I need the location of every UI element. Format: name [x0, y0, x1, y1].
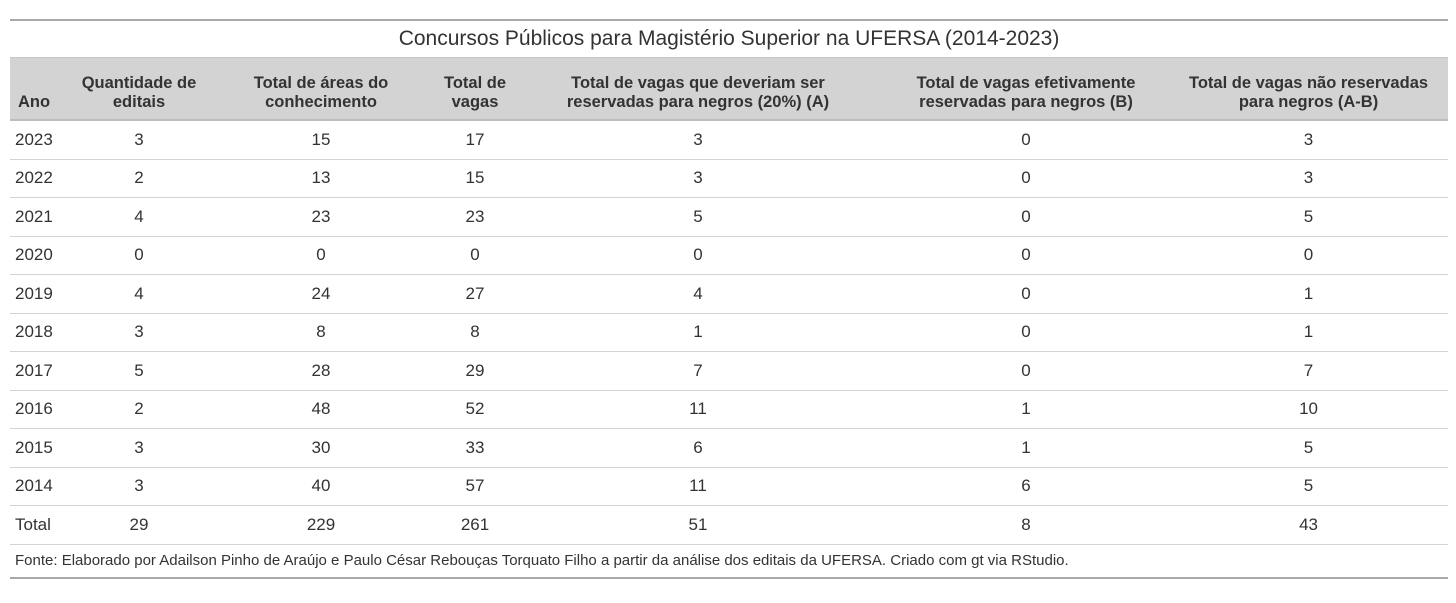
table-footer	[10, 544, 1448, 578]
cell-ab: 3	[1169, 120, 1448, 159]
cell-b: 0	[883, 236, 1169, 275]
cell-vagas: 0	[437, 236, 513, 275]
column-header-row	[10, 58, 1448, 121]
cell-areas: 48	[205, 390, 437, 429]
cell-vagas: 8	[437, 313, 513, 352]
column-header-line: Total de	[443, 74, 507, 92]
cell-vagas: 33	[437, 429, 513, 468]
cell-editais: 4	[73, 275, 205, 314]
cell-a: 3	[513, 159, 883, 198]
cell-ano: 2014	[10, 467, 73, 506]
cell-vagas: 27	[437, 275, 513, 314]
cell-a: 11	[513, 467, 883, 506]
cell-ano: 2018	[10, 313, 73, 352]
column-header-line: vagas	[451, 93, 499, 111]
column-header-line: Total de vagas não reservadas	[1188, 74, 1429, 92]
table-row	[10, 313, 1448, 352]
table-body	[10, 120, 1448, 544]
table-row	[10, 159, 1448, 198]
cell-editais: 3	[73, 120, 205, 159]
table-row	[10, 120, 1448, 159]
column-header-ano	[10, 58, 73, 121]
column-header-line: conhecimento	[265, 93, 377, 111]
table-row	[10, 467, 1448, 506]
cell-ab: 3	[1169, 159, 1448, 198]
column-header-a	[513, 58, 883, 121]
cell-ab: 43	[1169, 506, 1448, 545]
cell-editais: 4	[73, 198, 205, 237]
cell-editais: 2	[73, 159, 205, 198]
table-row	[10, 390, 1448, 429]
cell-editais: 3	[73, 467, 205, 506]
column-header-line: para negros (A-B)	[1238, 93, 1379, 111]
source-footnote: Fonte: Elaborado por Adailson Pinho de Araújo e Paulo César Rebouças Torquato Filho a partir da análise dos editais da UFERSA. Criado com gt via RStudio.	[10, 544, 1448, 578]
cell-areas: 28	[205, 352, 437, 391]
table-row	[10, 352, 1448, 391]
column-header-line: editais	[112, 93, 166, 111]
cell-b: 0	[883, 159, 1169, 198]
column-header-b	[883, 58, 1169, 121]
cell-b: 6	[883, 467, 1169, 506]
cell-areas: 0	[205, 236, 437, 275]
cell-ab: 5	[1169, 198, 1448, 237]
cell-ano: 2023	[10, 120, 73, 159]
cell-areas: 13	[205, 159, 437, 198]
column-header-line: Total de áreas do	[253, 74, 389, 92]
cell-areas: 8	[205, 313, 437, 352]
table-row	[10, 198, 1448, 237]
cell-ab: 7	[1169, 352, 1448, 391]
cell-vagas: 261	[437, 506, 513, 545]
table-head	[10, 20, 1448, 120]
cell-vagas: 17	[437, 120, 513, 159]
column-header-areas	[205, 58, 437, 121]
column-header-line: Total de vagas efetivamente	[916, 74, 1136, 92]
cell-a: 6	[513, 429, 883, 468]
table-row	[10, 236, 1448, 275]
cell-editais: 3	[73, 429, 205, 468]
cell-ano: 2020	[10, 236, 73, 275]
cell-areas: 40	[205, 467, 437, 506]
cell-a: 3	[513, 120, 883, 159]
cell-ab: 1	[1169, 313, 1448, 352]
cell-ano: 2022	[10, 159, 73, 198]
cell-vagas: 15	[437, 159, 513, 198]
cell-areas: 229	[205, 506, 437, 545]
cell-ano: 2016	[10, 390, 73, 429]
cell-ab: 5	[1169, 429, 1448, 468]
cell-b: 0	[883, 313, 1169, 352]
cell-editais: 5	[73, 352, 205, 391]
cell-editais: 2	[73, 390, 205, 429]
cell-vagas: 52	[437, 390, 513, 429]
column-header-line: Total de vagas que deveriam ser	[571, 74, 825, 92]
title-row	[10, 20, 1448, 58]
column-header-line: Ano	[18, 93, 51, 111]
cell-a: 51	[513, 506, 883, 545]
cell-ano: 2019	[10, 275, 73, 314]
cell-ab: 5	[1169, 467, 1448, 506]
cell-a: 11	[513, 390, 883, 429]
cell-areas: 15	[205, 120, 437, 159]
cell-b: 0	[883, 275, 1169, 314]
cell-a: 1	[513, 313, 883, 352]
cell-b: 0	[883, 198, 1169, 237]
column-header-line: reservadas para negros (B)	[919, 93, 1133, 111]
cell-ano: 2021	[10, 198, 73, 237]
table-row	[10, 429, 1448, 468]
cell-editais: 0	[73, 236, 205, 275]
cell-editais: 29	[73, 506, 205, 545]
column-header-line: Quantidade de	[81, 74, 197, 92]
cell-a: 4	[513, 275, 883, 314]
cell-b: 1	[883, 390, 1169, 429]
cell-ab: 10	[1169, 390, 1448, 429]
column-header-vagas	[437, 58, 513, 121]
cell-ano: Total	[10, 506, 73, 545]
cell-areas: 24	[205, 275, 437, 314]
cell-b: 1	[883, 429, 1169, 468]
table-row	[10, 275, 1448, 314]
data-table-container	[10, 19, 1448, 579]
cell-a: 5	[513, 198, 883, 237]
column-header-editais	[73, 58, 205, 121]
cell-vagas: 57	[437, 467, 513, 506]
data-table	[10, 19, 1448, 579]
cell-areas: 23	[205, 198, 437, 237]
cell-vagas: 29	[437, 352, 513, 391]
cell-b: 8	[883, 506, 1169, 545]
table-title: Concursos Públicos para Magistério Superior na UFERSA (2014-2023)	[398, 27, 1060, 50]
cell-ab: 1	[1169, 275, 1448, 314]
cell-ano: 2017	[10, 352, 73, 391]
cell-b: 0	[883, 352, 1169, 391]
column-header-line: reservadas para negros (20%) (A)	[566, 93, 830, 111]
cell-a: 7	[513, 352, 883, 391]
cell-areas: 30	[205, 429, 437, 468]
cell-ano: 2015	[10, 429, 73, 468]
cell-vagas: 23	[437, 198, 513, 237]
total-row	[10, 506, 1448, 545]
cell-ab: 0	[1169, 236, 1448, 275]
column-header-ab	[1169, 58, 1448, 121]
cell-b: 0	[883, 120, 1169, 159]
cell-a: 0	[513, 236, 883, 275]
footnote-row	[10, 544, 1448, 578]
cell-editais: 3	[73, 313, 205, 352]
